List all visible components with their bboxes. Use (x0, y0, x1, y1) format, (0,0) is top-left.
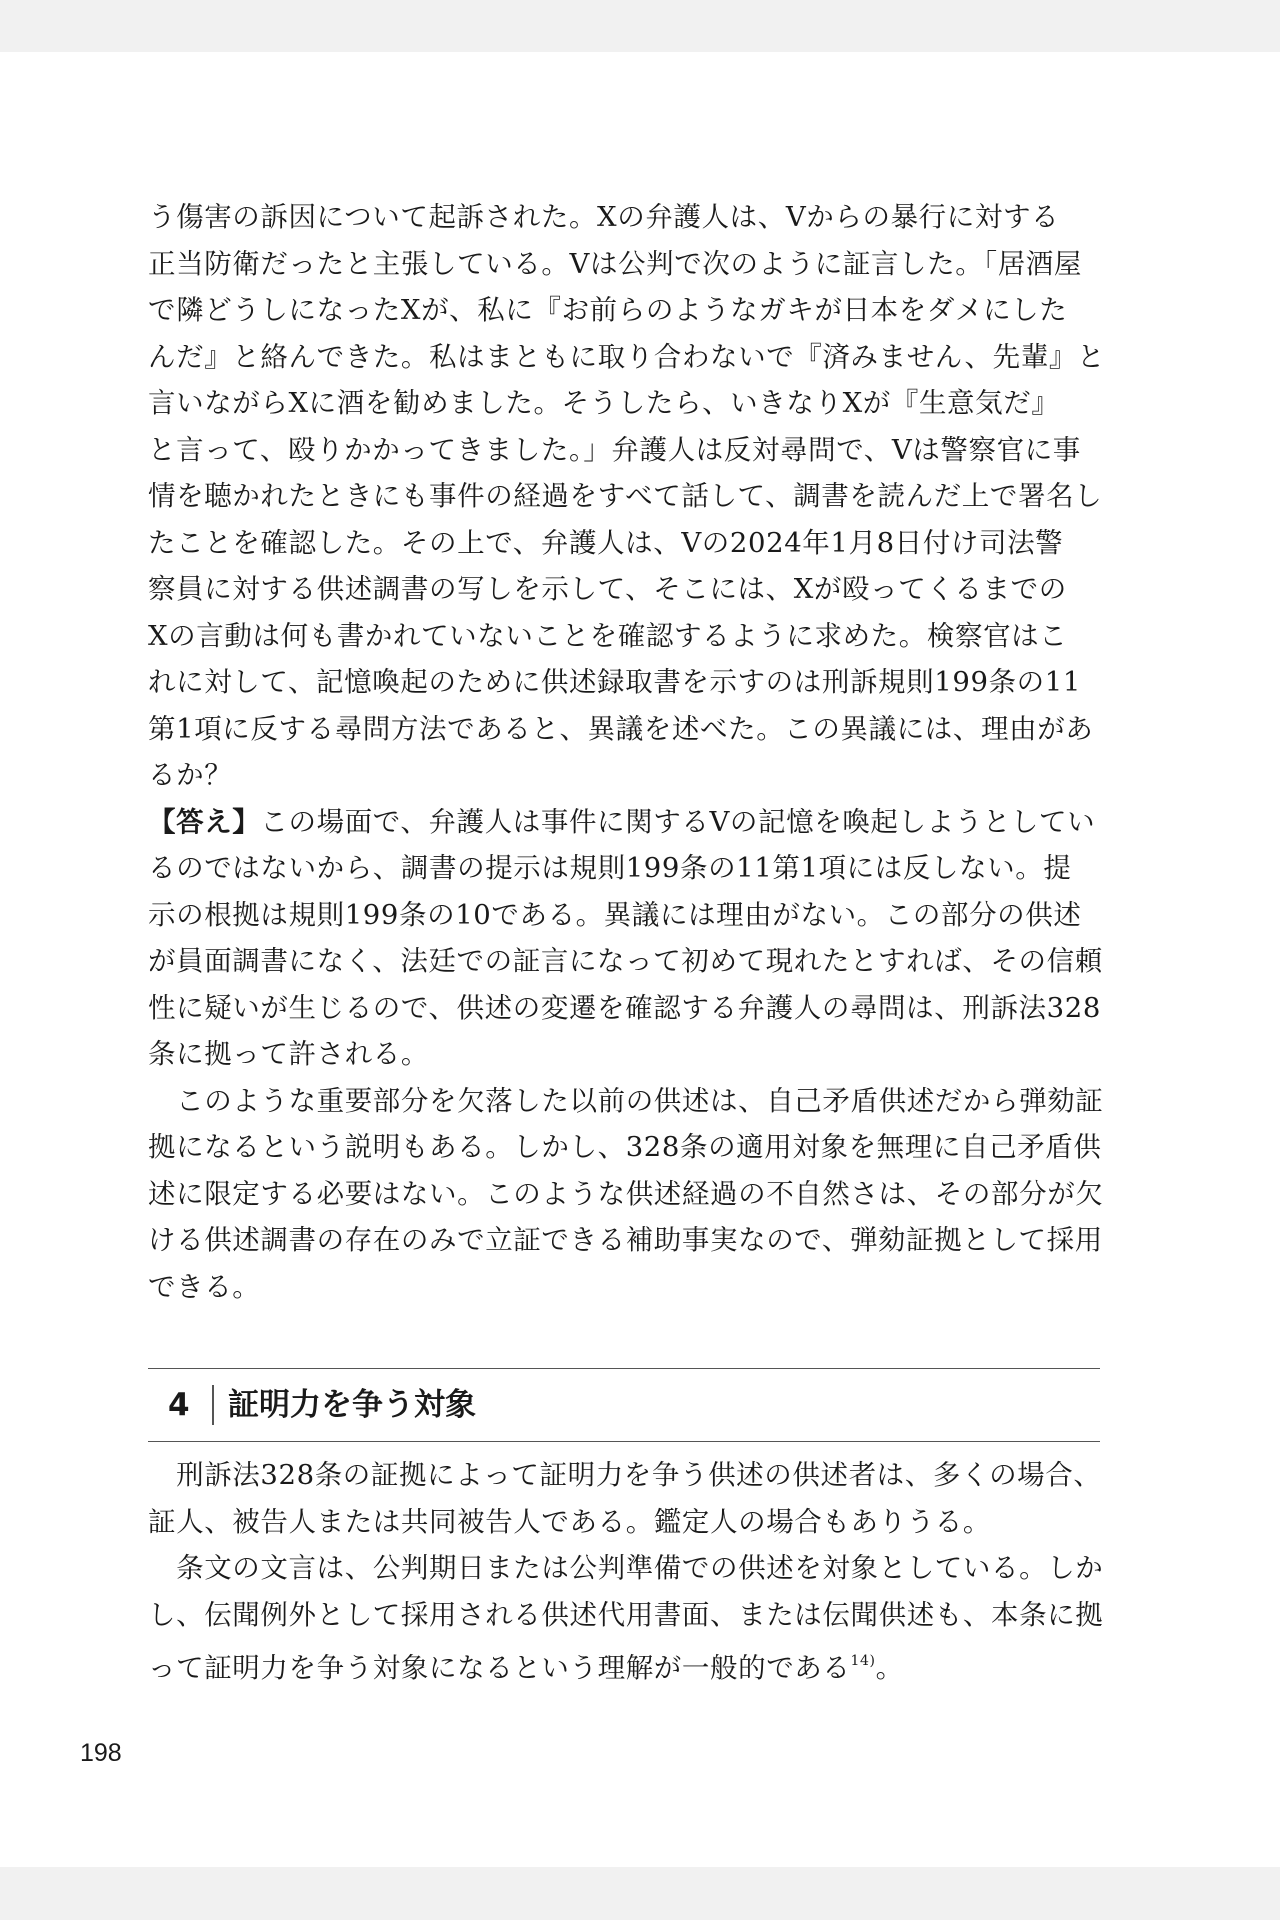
section-number: 4 (168, 1387, 190, 1423)
section-title: 証明力を争う対象 (228, 1387, 476, 1423)
text-line: れに対して、記憶喚起のために供述録取書を示すのは刑訴規則199条の11 (148, 666, 1081, 698)
text-line: が員面調書になく、法廷での証言になって初めて現れたとすれば、その信頼 (148, 945, 1103, 977)
text-line: ける供述調書の存在のみで立証できる補助事実なので、弾劾証拠として採用 (148, 1224, 1103, 1256)
text-line: たことを確認した。その上で、弁護人は、Vの2024年1月8日付け司法警 (148, 526, 1064, 559)
text-line: るか？ (148, 759, 233, 791)
last-text-line (148, 1638, 1100, 1685)
text-line: で隣どうしになったXが、私に『お前らのようなガキが日本をダメにした (148, 294, 1068, 326)
text-line: 言いながらXに酒を勧めました。そうしたら、いきなりXが『生意気だ』 (148, 387, 1060, 419)
text-line: 察員に対する供述調書の写しを示して、そこには、Xが殴ってくるまでの (148, 573, 1067, 605)
text-line: し、伝聞例外として採用される供述代用書面、または伝聞供述も、本条に拠 (148, 1598, 1104, 1631)
text-line: 示の根拠は規則199条の10である。異議には理由がない。この部分の供述 (148, 898, 1082, 931)
footnote-ref[interactable]: 14) (850, 1653, 876, 1669)
text-line: 性に疑いが生じるので、供述の変遷を確認する弁護人の尋問は、刑訴法328 (148, 991, 1101, 1024)
book-page (0, 52, 1280, 1867)
answer-first-line (148, 799, 1100, 846)
text-line: う傷害の訴因について起訴された。Xの弁護人は、Vからの暴行に対する (148, 201, 1060, 233)
text-line: このような重要部分を欠落した以前の供述は、自己矛盾供述だから弾劾証 (148, 1084, 1104, 1117)
text-line: 正当防衛だったと主張している。Vは公判で次のように証言した。「居酒屋 (148, 247, 1083, 280)
page-number: 198 (80, 1739, 122, 1767)
text-line: 述に限定する必要はない。このような供述経過の不自然さは、その部分が欠 (148, 1177, 1104, 1210)
text-line: Xの言動は何も書かれていないことを確認するように求めた。検察官はこ (148, 619, 1068, 652)
text-line: 刑訴法328条の証拠によって証明力を争う供述の供述者は、多くの場合、 (148, 1459, 1102, 1491)
text-line: 第1項に反する尋問方法であると、異議を述べた。この異議には、理由があ (148, 712, 1094, 745)
body-text (148, 194, 1106, 1685)
text-line: 拠になるという説明もある。しかし、328条の適用対象を無理に自己矛盾供 (148, 1131, 1102, 1163)
text-line: 証人、被告人または共同被告人である。鑑定人の場合もありうる。 (148, 1505, 991, 1538)
section-heading (148, 1368, 1100, 1442)
text-line: と言って、殴りかかってきました。」弁護人は反対尋問で、Vは警察官に事 (148, 433, 1081, 466)
text-line: 条文の文言は、公判期日または公判準備での供述を対象としている。しか (148, 1552, 1104, 1584)
last-line-text: って証明力を争う対象になるという理解が一般的である (148, 1652, 851, 1684)
text-line: るのではないから、調書の提示は規則199条の11第1項には反しない。提 (148, 852, 1072, 884)
text-line: んだ』と絡んできた。私はまともに取り合わないで『済みません、先輩』と (148, 340, 1106, 373)
last-line-end: 。 (875, 1652, 904, 1684)
answer-text: この場面で、弁護人は事件に関するVの記憶を喚起しようとしてい (260, 805, 1096, 838)
text-line: 情を聴かれたときにも事件の経過をすべて話して、調書を読んだ上で署名し (148, 480, 1103, 512)
text-line: 条に拠って許される。 (148, 1038, 429, 1070)
text-line: できる。 (148, 1270, 261, 1303)
answer-label: 【答え】 (148, 805, 261, 838)
section-divider (212, 1385, 214, 1425)
